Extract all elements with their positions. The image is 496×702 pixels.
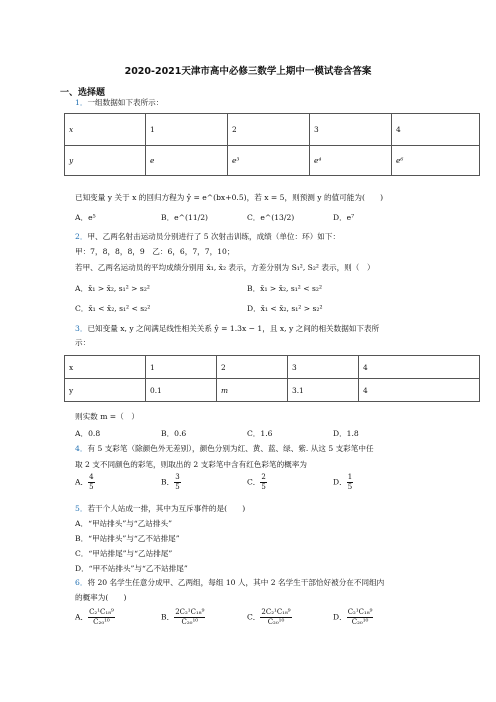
option-label: A． — [75, 477, 89, 487]
table-cell: 2 — [217, 356, 288, 379]
denominator: 5 — [347, 483, 353, 491]
option-c[interactable]: C．e^(13/2) — [247, 213, 295, 222]
question-4 — [75, 443, 374, 454]
question-text: 有 5 支彩笔（除颜色外无差别），颜色分别为红、黄、蓝、绿、紫. 从这 5 支彩笔中任 — [87, 444, 374, 453]
option-b[interactable]: B．e^(11/2) — [161, 213, 209, 222]
numerator: C₂¹C₁₈⁹ — [347, 608, 373, 616]
question-6 — [75, 577, 384, 588]
option-b[interactable] — [161, 608, 205, 627]
option-a[interactable]: A．e⁵ — [75, 213, 96, 222]
denominator: 5 — [261, 483, 266, 491]
numerator: 3 — [175, 473, 180, 481]
table-cell: e⁴ — [310, 146, 392, 176]
option-d[interactable]: D．“甲不站排头”与“乙不站排尾” — [75, 564, 188, 573]
table-row — [65, 379, 480, 402]
option-d[interactable] — [333, 473, 353, 492]
option-label: A． — [75, 612, 89, 622]
table-cell: 4 — [392, 114, 480, 146]
q2-prompt: 若甲、乙两名运动员的平均成绩分别用 x̄₁, x̄₂ 表示，方差分别为 S₁², S₂² 表示，则（ ） — [75, 263, 375, 272]
table-cell: 3.1 — [288, 379, 359, 402]
denominator: C₂₀¹⁰ — [267, 618, 285, 626]
numerator: 1 — [347, 473, 353, 481]
option-label: D． — [333, 612, 347, 622]
question-number: 1． — [75, 98, 88, 107]
q1-prompt: 已知变量 y 关于 x 的回归方程为 ŷ = e^(bx+0.5)，若 x = 5，则预测 y 的值可能为( ) — [75, 193, 384, 202]
table-cell: 0.1 — [146, 379, 217, 402]
option-a[interactable] — [75, 473, 95, 492]
denominator: C₂₀¹⁰ — [93, 618, 110, 626]
section-heading: 一、选择题 — [60, 88, 106, 98]
table-row — [65, 114, 480, 146]
option-label: C． — [247, 612, 261, 622]
question-text: 已知变量 x, y 之间满足线性相关关系 ŷ = 1.3x − 1，且 x, y 之间的相关数据如下表所 — [87, 324, 380, 333]
numerator: 2C₂¹C₁₈⁹ — [175, 608, 205, 616]
option-d[interactable]: D．e⁷ — [333, 213, 355, 222]
fraction — [174, 473, 180, 492]
question-number: 3． — [75, 324, 88, 333]
q1-options — [75, 212, 455, 226]
option-a[interactable] — [75, 608, 115, 627]
q1-table — [64, 113, 480, 176]
question-text: 甲、乙两名射击运动员分别进行了 5 次射击训练，成绩（单位：环）如下： — [87, 232, 341, 241]
table-cell: 3 — [310, 114, 392, 146]
q2-options — [75, 283, 455, 323]
numerator: 4 — [89, 473, 94, 481]
table-row — [65, 146, 480, 176]
question-number: 6． — [75, 578, 88, 587]
fraction — [88, 473, 94, 492]
q3-text-continued: 示： — [75, 338, 91, 347]
option-label: D． — [333, 477, 347, 487]
q4-options — [75, 473, 455, 497]
table-cell: m — [217, 379, 288, 402]
fraction — [347, 473, 353, 492]
table-cell: x — [65, 356, 146, 379]
question-text: 将 20 名学生任意分成甲、乙两组，每组 10 人，其中 2 名学生干部恰好被分在不同组内 — [87, 578, 385, 587]
option-b[interactable]: B．“甲站排头”与“乙不站排尾” — [75, 534, 180, 543]
option-a[interactable]: A．x̄₁ > x̄₂, s₁² > s₂² — [75, 284, 150, 293]
option-b[interactable]: B．x̄₁ > x̄₂, s₁² < s₂² — [247, 284, 323, 293]
question-number: 5． — [75, 504, 88, 513]
option-label: B． — [161, 477, 175, 487]
table-cell: 1 — [146, 356, 217, 379]
table-cell: x — [65, 114, 146, 146]
question-3 — [75, 323, 379, 334]
fraction — [174, 608, 205, 627]
fraction — [260, 608, 291, 627]
option-label: C． — [247, 477, 261, 487]
q3-table — [64, 355, 480, 402]
q3-options — [75, 428, 455, 442]
option-label: B． — [161, 612, 175, 622]
option-d[interactable]: D．1.8 — [333, 429, 359, 438]
fraction — [260, 473, 266, 492]
denominator: C₂₀¹⁰ — [351, 618, 369, 626]
question-number: 4． — [75, 444, 88, 453]
table-cell: y — [65, 146, 146, 176]
fraction — [88, 608, 115, 627]
table-cell: 1 — [146, 114, 228, 146]
option-d[interactable] — [333, 608, 373, 627]
denominator: 5 — [175, 483, 180, 491]
question-5 — [75, 503, 245, 514]
option-c[interactable]: C．x̄₁ < x̄₂, s₁² < s₂² — [75, 304, 151, 313]
table-cell: e — [146, 146, 228, 176]
table-cell: 4 — [359, 356, 480, 379]
table-cell: y — [65, 379, 146, 402]
question-1 — [75, 97, 163, 108]
numerator: 2 — [261, 473, 266, 481]
option-c[interactable]: C．1.6 — [247, 429, 273, 438]
option-a[interactable]: A．0.8 — [75, 429, 101, 438]
fraction — [347, 608, 374, 627]
denominator: 5 — [89, 483, 94, 491]
question-number: 2． — [75, 232, 88, 241]
q2-data: 甲：7，8，8，8，9 乙：6，6，7，7，10； — [75, 247, 235, 256]
option-b[interactable]: B．0.6 — [161, 429, 187, 438]
table-cell: 4 — [359, 379, 480, 402]
q4-text-continued: 取 2 支不同颜色的彩笔，则取出的 2 支彩笔中含有红色彩笔的概率为 — [75, 460, 307, 469]
table-cell: e³ — [228, 146, 310, 176]
page-title: 2020-2021天津市高中必修三数学上期中一模试卷含答案 — [124, 66, 372, 77]
option-c[interactable] — [247, 608, 292, 627]
numerator: 2C₂¹C₁₈⁹ — [261, 608, 291, 616]
question-2 — [75, 231, 340, 242]
option-d[interactable]: D．x̄₁ < x̄₂, s₁² > s₂² — [247, 304, 323, 313]
question-text: 一组数据如下表所示： — [87, 98, 164, 107]
option-c[interactable]: C．“甲站排尾”与“乙站排尾” — [75, 549, 173, 558]
q6-text-continued: 的概率为( ) — [75, 593, 127, 602]
option-c[interactable] — [247, 473, 267, 492]
numerator: C₂¹C₁₈⁹ — [89, 608, 114, 616]
table-cell: 2 — [228, 114, 310, 146]
table-cell: 3 — [288, 356, 359, 379]
question-text: 若干个人站成一排，其中为互斥事件的是( ) — [87, 504, 246, 513]
q3-prompt: 则实数 m =（ ） — [75, 412, 139, 421]
option-a[interactable]: A．“甲站排头”与“乙站排头” — [75, 519, 172, 528]
q6-options — [75, 608, 455, 638]
table-row — [65, 356, 480, 379]
denominator: C₂₀¹⁰ — [181, 618, 199, 626]
table-cell: e⁶ — [392, 146, 480, 176]
option-b[interactable] — [161, 473, 181, 492]
